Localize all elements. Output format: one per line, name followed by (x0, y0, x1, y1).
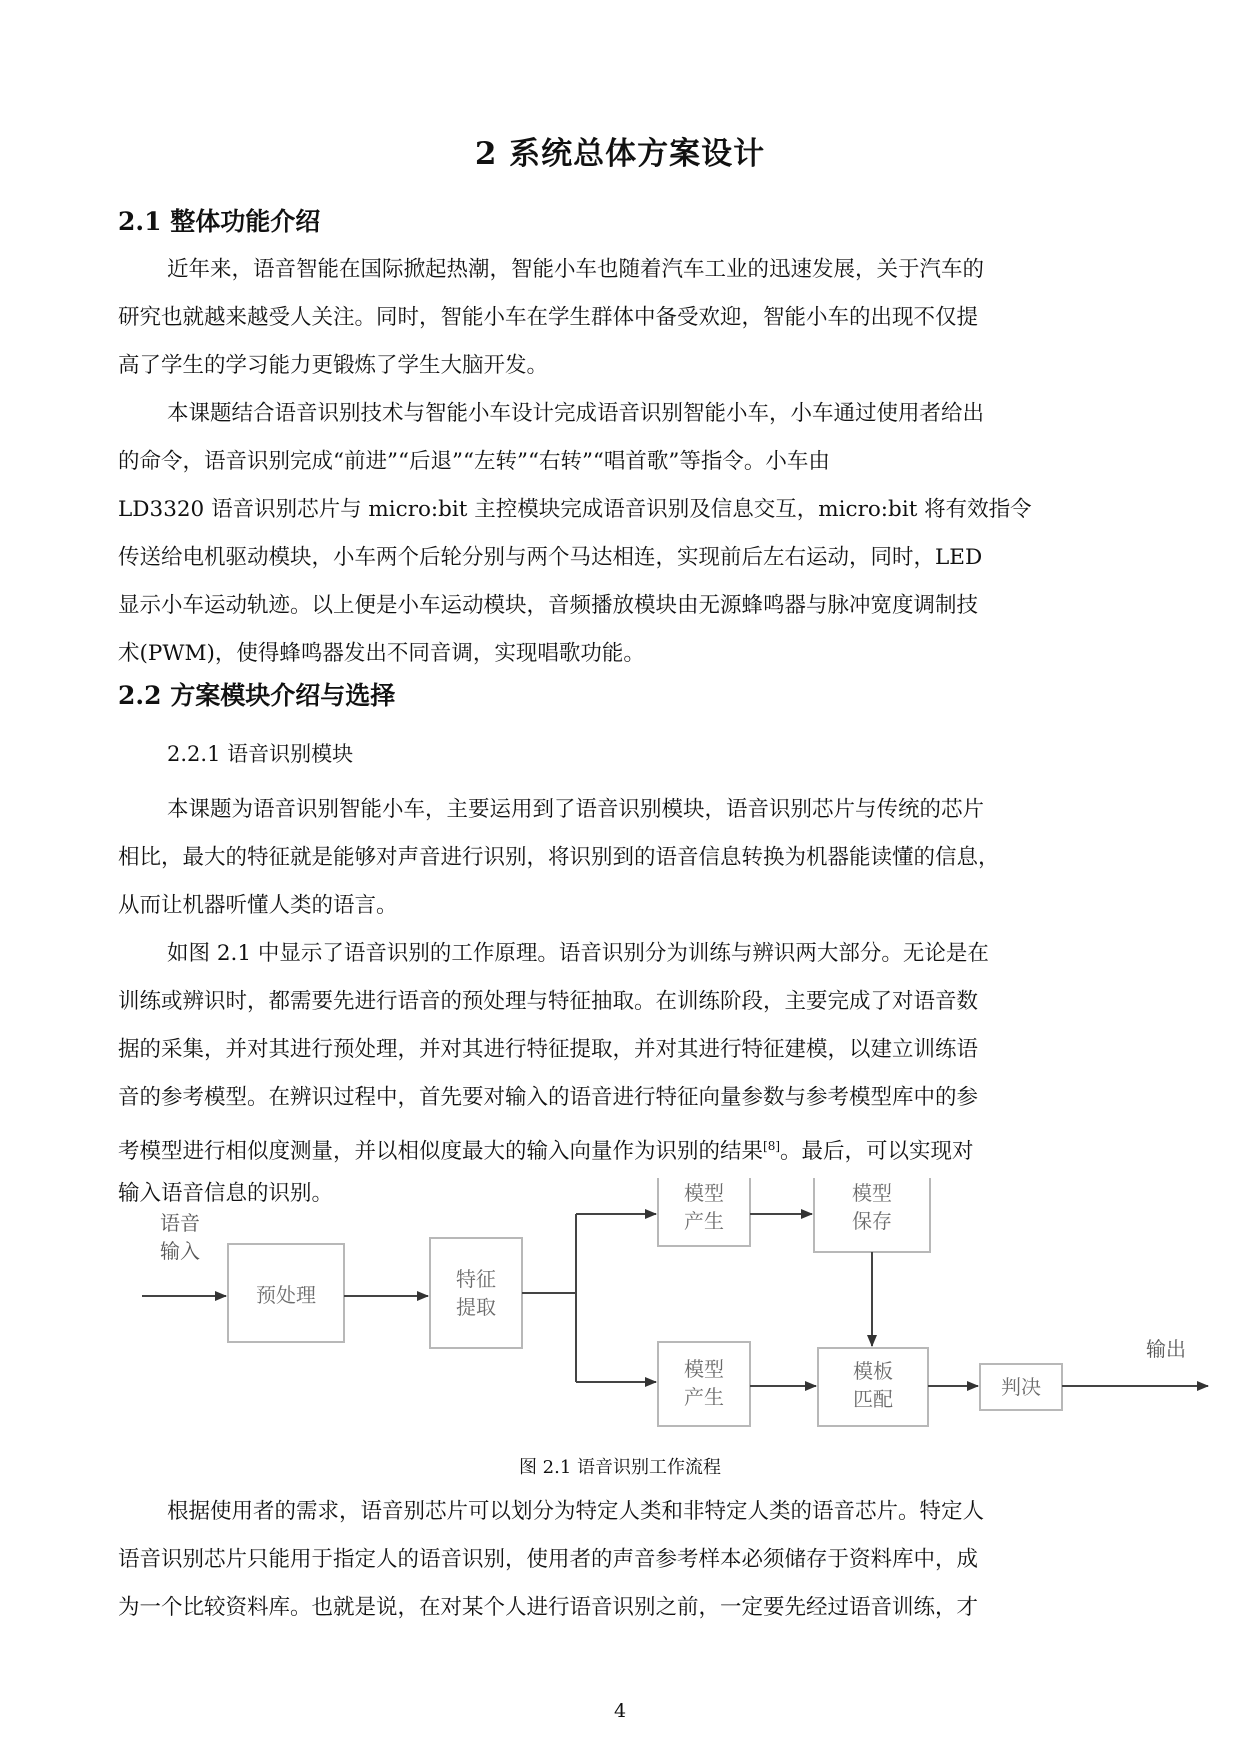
body-line: LD3320 语音识别芯片与 micro:bit 主控模块完成语音识别及信息交互，micro:bit 将有效指令 (118, 497, 1032, 522)
page-number: 4 (613, 1700, 627, 1722)
model-gen-bottom-line-2: 产生 (684, 1385, 724, 1409)
preprocess-label: 预处理 (256, 1283, 316, 1307)
subsection-title-2-2-1: 2.2.1 语音识别模块 (167, 742, 354, 766)
citation-text-after: 。最后，可以实现对 (780, 1139, 974, 1165)
decision-label: 判决 (1001, 1375, 1041, 1399)
template-match-line-1: 模板 (853, 1359, 893, 1383)
body-line: 根据使用者的需求，语音别芯片可以划分为特定人类和非特定人类的语音芯片。特定人 (167, 1499, 985, 1524)
body-line: 训练或辨识时，都需要先进行语音的预处理与特征抽取。在训练阶段，主要完成了对语音数 (118, 989, 979, 1014)
body-line: 传送给电机驱动模块，小车两个后轮分别与两个马达相连，实现前后左右运动，同时，LED (118, 545, 983, 570)
body-line: 音的参考模型。在辨识过程中，首先要对输入的语音进行特征向量参数与参考模型库中的参 (118, 1085, 979, 1110)
figure-caption: 图 2.1 语音识别工作流程 (518, 1457, 722, 1478)
model-gen-bottom-line-1: 模型 (684, 1357, 724, 1381)
body-line: 高了学生的学习能力更锻炼了学生大脑开发。 (118, 353, 549, 378)
body-line: 的命令，语音识别完成“前进”“后退”“左转”“右转”“唱首歌”等指令。小车由 (118, 449, 830, 474)
model-gen-top-line-2: 产生 (684, 1209, 724, 1233)
section-title-2-2: 2.2 方案模块介绍与选择 (118, 681, 396, 710)
body-line: 术(PWM)，使得蜂鸣器发出不同音调，实现唱歌功能。 (118, 641, 645, 666)
input-label-line-1: 语音 (160, 1211, 200, 1235)
feature-label-line-1: 特征 (456, 1267, 496, 1291)
body-line: 本课题为语音识别智能小车，主要运用到了语音识别模块，语音识别芯片与传统的芯片 (167, 797, 985, 822)
body-line: 相比，最大的特征就是能够对声音进行识别，将识别到的语音信息转换为机器能读懂的信息， (118, 845, 1000, 870)
body-line: 本课题结合语音识别技术与智能小车设计完成语音识别智能小车，小车通过使用者给出 (167, 401, 985, 426)
body-line: 如图 2.1 中显示了语音识别的工作原理。语音识别分为训练与辨识两大部分。无论是在 (167, 941, 989, 966)
body-line: 输入语音信息的识别。 (118, 1181, 334, 1206)
body-line: 为一个比较资料库。也就是说，在对某个人进行语音识别之前，一定要先经过语音训练，才 (118, 1595, 979, 1620)
chapter-title: 2 系统总体方案设计 (474, 136, 766, 172)
citation-text-before: 考模型进行相似度测量，并以相似度最大的输入向量作为识别的结果 (118, 1139, 764, 1165)
speech-recognition-flowchart (130, 1178, 1220, 1448)
section-title-2-1: 2.1 整体功能介绍 (118, 207, 321, 236)
body-line: 从而让机器听懂人类的语言。 (118, 893, 398, 918)
output-label: 输出 (1146, 1337, 1186, 1361)
body-line-with-citation (118, 1130, 974, 1168)
model-gen-top-line-1: 模型 (684, 1181, 724, 1205)
input-label-line-2: 输入 (160, 1239, 200, 1263)
body-line: 显示小车运动轨迹。以上便是小车运动模块，音频播放模块由无源蜂鸣器与脉冲宽度调制技 (118, 593, 979, 618)
body-line: 研究也就越来越受人关注。同时，智能小车在学生群体中备受欢迎，智能小车的出现不仅提 (118, 305, 979, 330)
body-line: 据的采集，并对其进行预处理，并对其进行特征提取，并对其进行特征建模，以建立训练语 (118, 1037, 979, 1062)
template-match-line-2: 匹配 (853, 1387, 893, 1411)
model-save-line-2: 保存 (852, 1209, 892, 1233)
feature-extraction-box (430, 1238, 522, 1348)
model-save-line-1: 模型 (852, 1181, 892, 1205)
citation-mark: [8] (763, 1139, 781, 1153)
body-line: 近年来，语音智能在国际掀起热潮，智能小车也随着汽车工业的迅速发展，关于汽车的 (167, 257, 985, 282)
body-line: 语音识别芯片只能用于指定人的语音识别，使用者的声音参考样本必须储存于资料库中，成 (118, 1547, 979, 1572)
feature-label-line-2: 提取 (456, 1295, 496, 1319)
model-generation-bottom-box (658, 1342, 750, 1426)
